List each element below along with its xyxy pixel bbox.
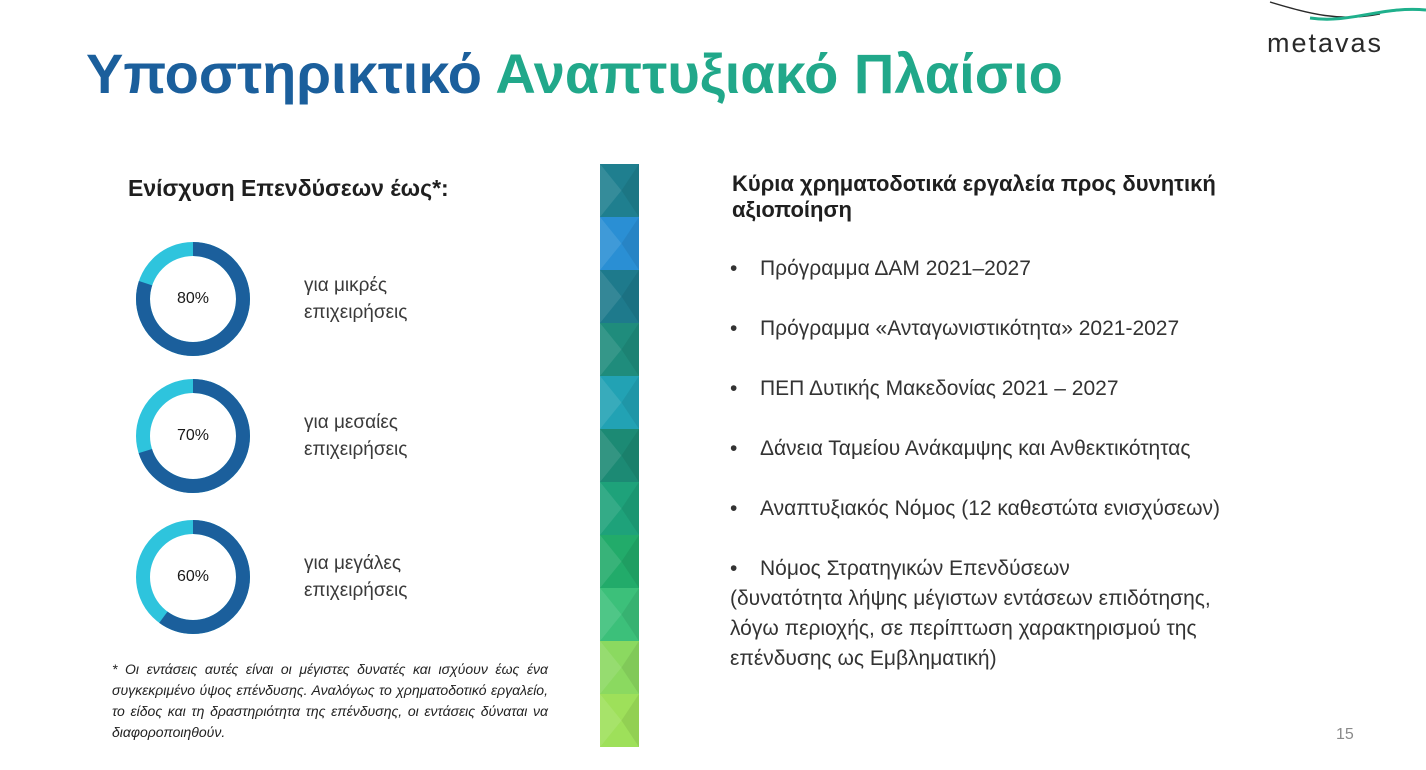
slide-title-part2: Αναπτυξιακό Πλαίσιο xyxy=(495,42,1063,105)
decorative-gradient-stripe xyxy=(600,164,639,747)
list-item-text: Νόμος Στρατηγικών Επενδύσεων xyxy=(760,557,1070,580)
donut-desc-medium-line1: για μεσαίες xyxy=(304,412,398,433)
donut-percent-small: 80% xyxy=(176,290,210,307)
donut-row-small xyxy=(134,240,554,360)
list-item xyxy=(730,434,1330,464)
donut-desc-large xyxy=(304,550,504,604)
bullet-icon: • xyxy=(730,257,738,280)
list-item-continuation-2: λόγω περιοχής, σε περίπτωση χαρακτηρισμού της xyxy=(730,617,1197,640)
donut-desc-small-line2: επιχειρήσεις xyxy=(304,302,408,323)
page-number: 15 xyxy=(1336,726,1354,743)
donut-row-medium xyxy=(134,377,554,497)
bullet-icon: • xyxy=(730,377,738,400)
list-item-text: Δάνεια Ταμείου Ανάκαμψης και Ανθεκτικότητας xyxy=(760,437,1191,460)
bullet-icon: • xyxy=(730,557,738,580)
donut-row-large xyxy=(134,518,554,638)
intensity-footnote: * Οι εντάσεις αυτές είναι οι μέγιστες δυνατές και ισχύουν έως ένα συγκεκριμένο ύψος επένδυσης. Αναλόγως το χρηματοδοτικό εργαλείο, το είδος και τη δραστηριότητα της επένδυσης, οι εντάσεις δύναται να διαφοροποιηθούν. xyxy=(112,661,548,740)
donut-desc-large-line2: επιχειρήσεις xyxy=(304,580,408,601)
logo-text: metavas xyxy=(1267,28,1384,58)
donut-desc-large-line1: για μεγάλες xyxy=(304,553,402,574)
list-item xyxy=(730,494,1330,524)
list-item xyxy=(730,374,1330,404)
bullet-icon: • xyxy=(730,317,738,340)
donut-percent-large: 60% xyxy=(176,568,210,585)
donut-desc-small xyxy=(304,272,504,326)
donut-desc-medium-line2: επιχειρήσεις xyxy=(304,439,408,460)
list-item-text: Πρόγραμμα «Ανταγωνιστικότητα» 2021-2027 xyxy=(760,317,1180,340)
donut-percent-medium: 70% xyxy=(176,427,210,444)
donut-desc-medium xyxy=(304,409,504,463)
donut-desc-small-line1: για μικρές xyxy=(304,275,388,296)
list-item xyxy=(730,314,1330,344)
bullet-icon: • xyxy=(730,437,738,460)
funding-tools-heading: Κύρια χρηματοδοτικά εργαλεία προς δυνητική αξιοποίηση xyxy=(732,171,1216,222)
list-item-text: Αναπτυξιακός Νόμος (12 καθεστώτα ενισχύσεων) xyxy=(760,497,1221,520)
slide-title xyxy=(86,40,1063,108)
bullet-icon: • xyxy=(730,497,738,520)
investment-support-heading: Ενίσχυση Επενδύσεων έως*: xyxy=(128,175,449,201)
list-item-text: Πρόγραμμα ΔΑΜ 2021–2027 xyxy=(760,257,1031,280)
list-item-continuation-1: (δυνατότητα λήψης μέγιστων εντάσεων επιδότησης, xyxy=(730,587,1211,610)
list-item xyxy=(730,554,1330,674)
list-item-continuation-3: επένδυσης ως Εμβληματική) xyxy=(730,647,997,670)
list-item-text: ΠΕΠ Δυτικής Μακεδονίας 2021 – 2027 xyxy=(760,377,1119,400)
slide-title-part1: Υποστηρικτικό xyxy=(86,42,482,105)
list-item xyxy=(730,254,1330,284)
